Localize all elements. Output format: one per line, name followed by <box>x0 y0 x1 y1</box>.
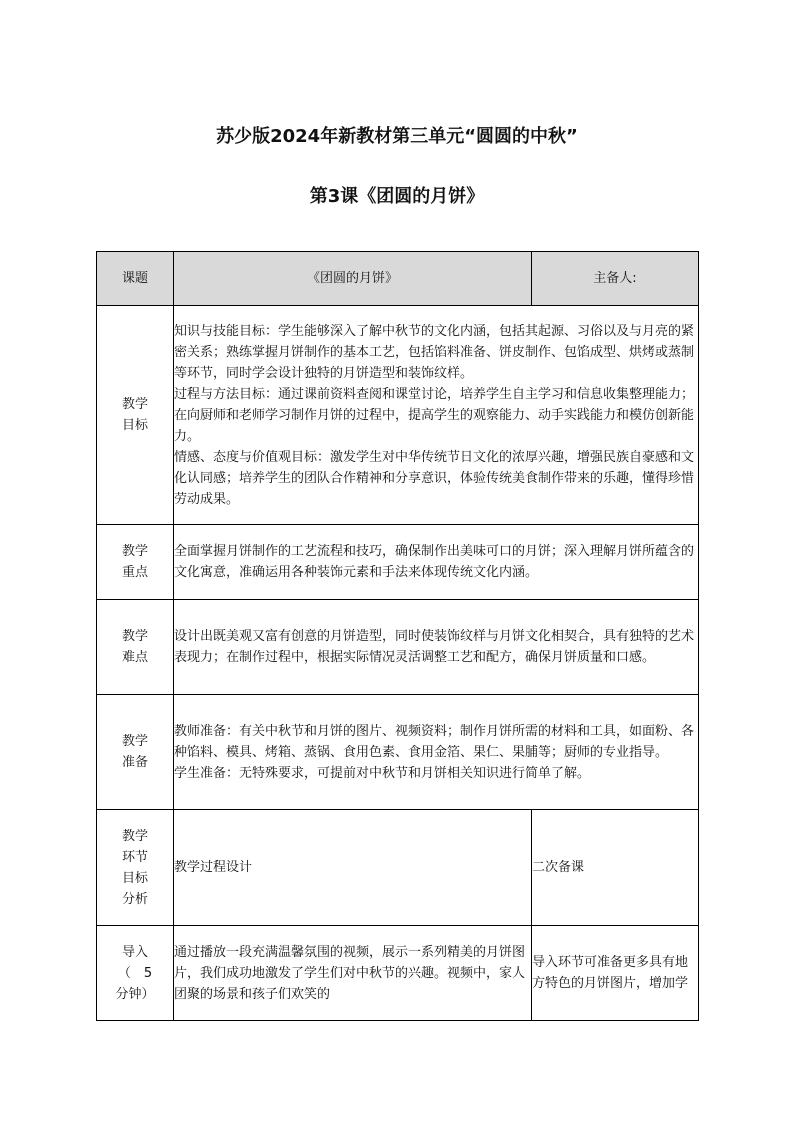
label-preparation: 教学 准备 <box>97 695 174 810</box>
label-process-analysis: 教学 环节 目标 分析 <box>97 810 174 926</box>
table-row-process-head <box>97 810 699 926</box>
table-header-row <box>97 252 699 306</box>
objective-knowledge: 知识与技能目标：学生能够深入了解中秋节的文化内涵，包括其起源、习俗以及与月亮的紧密关系；熟练掌握月饼制作的基本工艺，包括馅料准备、饼皮制作、包馅成型、烘烤或蒸制等环节，同时学会设计独特的月饼造型和装饰纹样。 <box>174 323 695 381</box>
preparation-text <box>174 695 699 810</box>
lesson-plan-table <box>96 251 699 1021</box>
teacher-preparation: 教师准备：有关中秋节和月饼的图片、视频资料；制作月饼所需的材料和工具，如面粉、各种馅料、模具、烤箱、蒸锅、食用色素、食用金箔、果仁、果脯等；厨师的专业指导。 <box>174 723 695 760</box>
objectives-text <box>174 306 699 525</box>
label-key-points: 教学 重点 <box>97 525 174 600</box>
table-row-intro <box>97 926 699 1021</box>
intro-text: 通过播放一段充满温馨氛围的视频，展示一系列精美的月饼图片，我们成功地激发了学生们对中秋节的兴趣。视频中，家人团聚的场景和孩子们欢笑的 <box>174 926 532 1021</box>
header-cell-preparer: 主备人: <box>532 252 699 306</box>
document-title: 苏少版2024年新教材第三单元“圆圆的中秋” <box>216 126 578 147</box>
header-cell-topic: 课题 <box>97 252 174 306</box>
table-row-preparation <box>97 695 699 810</box>
lesson-title: 第3课《团圆的月饼》 <box>309 186 485 207</box>
header-cell-lesson-name: 《团圆的月饼》 <box>174 252 532 306</box>
label-objectives: 教学 目标 <box>97 306 174 525</box>
table-row-objectives <box>97 306 699 525</box>
objective-attitude: 情感、态度与价值观目标：激发学生对中华传统节日文化的浓厚兴趣，增强民族自豪感和文化认同感；培养学生的团队合作精神和分享意识，体验传统美食制作带来的乐趣，懂得珍惜劳动成果。 <box>174 449 695 507</box>
table-row-key-points <box>97 525 699 600</box>
intro-note: 导入环节可准备更多具有地方特色的月饼图片，增加学 <box>532 926 699 1021</box>
process-design-heading: 教学过程设计 <box>174 810 532 926</box>
difficulties-text: 设计出既美观又富有创意的月饼造型，同时使装饰纹样与月饼文化相契合，具有独特的艺术表现力；在制作过程中，根据实际情况灵活调整工艺和配方，确保月饼质量和口感。 <box>174 600 699 695</box>
secondary-prep-heading: 二次备课 <box>532 810 699 926</box>
table-row-difficulties <box>97 600 699 695</box>
label-intro: 导入 （ 5 分钟） <box>97 926 174 1021</box>
key-points-text: 全面掌握月饼制作的工艺流程和技巧，确保制作出美味可口的月饼；深入理解月饼所蕴含的文化寓意，准确运用各种装饰元素和手法来体现传统文化内涵。 <box>174 525 699 600</box>
objective-process: 过程与方法目标：通过课前资料查阅和课堂讨论，培养学生自主学习和信息收集整理能力；在向厨师和老师学习制作月饼的过程中，提高学生的观察能力、动手实践能力和模仿创新能力。 <box>174 386 695 444</box>
label-difficulties: 教学 难点 <box>97 600 174 695</box>
student-preparation: 学生准备：无特殊要求，可提前对中秋节和月饼相关知识进行简单了解。 <box>174 765 591 781</box>
